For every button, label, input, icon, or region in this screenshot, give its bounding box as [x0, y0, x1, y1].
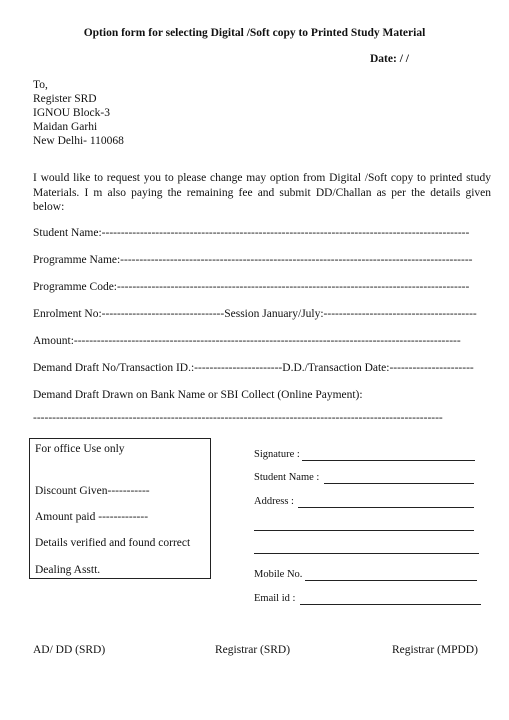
- bank-name-field[interactable]: Demand Draft Drawn on Bank Name or SBI Collect (Online Payment):: [33, 389, 363, 401]
- signature-line[interactable]: [302, 460, 475, 461]
- programme-name-field[interactable]: Programme Name:--------------------------------------------------------------------------------------------: [33, 254, 473, 266]
- enrolment-session-field[interactable]: Enrolment No:--------------------------------Session January/July:----------------------------------------: [33, 308, 477, 320]
- address-line-3: Maidan Garhi: [33, 121, 98, 133]
- mobile-line[interactable]: [305, 580, 477, 581]
- email-line[interactable]: [300, 604, 481, 605]
- address-line-c[interactable]: [254, 553, 479, 554]
- address-label: Address :: [254, 496, 294, 507]
- address-line-a[interactable]: [298, 507, 474, 508]
- address-line-1: Register SRD: [33, 93, 97, 105]
- footer-registrar-mpdd: Registrar (MPDD): [392, 644, 478, 656]
- amount-field[interactable]: Amount:-----------------------------------------------------------------------------------------------------: [33, 335, 461, 347]
- discount-given: Discount Given-----------: [35, 485, 150, 497]
- mobile-label: Mobile No.: [254, 569, 303, 580]
- student-name-line[interactable]: [324, 483, 474, 484]
- request-paragraph: I would like to request you to please change may option from Digital /Soft copy to printed study Materials. I m also paying the remaining fee and submit DD/Challan as per the details given below:: [33, 172, 491, 213]
- student-name-field[interactable]: Student Name:------------------------------------------------------------------------------------------------: [33, 227, 470, 239]
- programme-code-field[interactable]: Programme Code:--------------------------------------------------------------------------------------------: [33, 281, 470, 293]
- dealing-asstt: Dealing Asstt.: [35, 564, 101, 576]
- email-label: Email id :: [254, 593, 296, 604]
- bank-name-dash-line[interactable]: -----------------------------------------------------------------------------------------------------------: [33, 412, 443, 424]
- address-line-4: New Delhi- 110068: [33, 135, 124, 147]
- address-line-2: IGNOU Block-3: [33, 107, 110, 119]
- details-verified: Details verified and found correct: [35, 537, 191, 549]
- office-heading: For office Use only: [35, 443, 125, 455]
- footer-registrar-srd: Registrar (SRD): [215, 644, 291, 656]
- amount-paid: Amount paid -------------: [35, 511, 149, 523]
- signature-label: Signature :: [254, 449, 300, 460]
- date-label: Date: / /: [370, 53, 409, 65]
- student-name-label: Student Name :: [254, 472, 320, 483]
- office-use-box: [29, 438, 211, 579]
- form-title: Option form for selecting Digital /Soft copy to Printed Study Material: [83, 27, 426, 39]
- address-line-b[interactable]: [254, 530, 474, 531]
- demand-draft-field[interactable]: Demand Draft No/Transaction ID.:-----------------------D.D./Transaction Date:----------------------: [33, 362, 474, 374]
- footer-ad-dd: AD/ DD (SRD): [33, 644, 106, 656]
- address-to: To,: [33, 79, 48, 91]
